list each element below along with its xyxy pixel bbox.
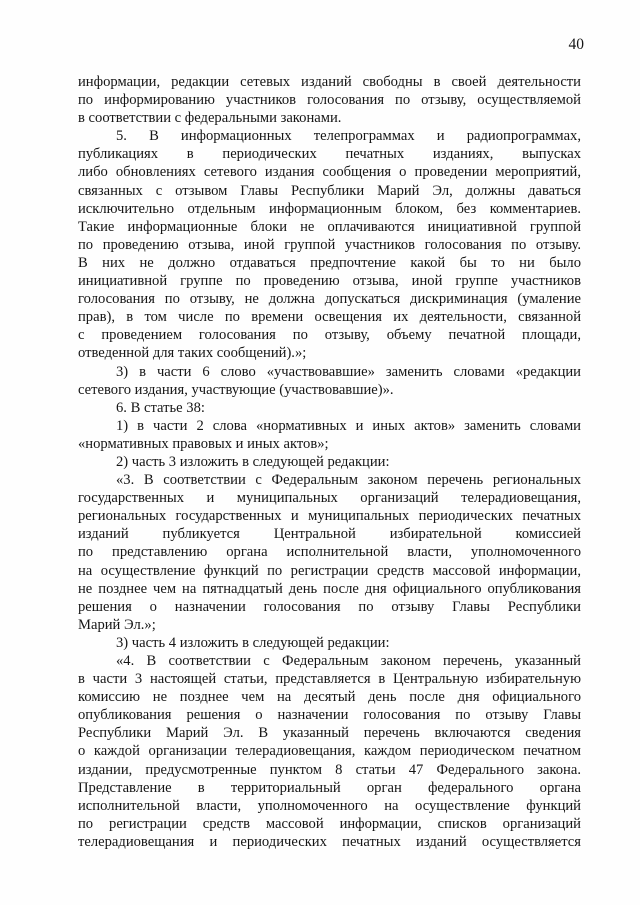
text-line: исключительно отдельным информационным блоком, без комментариев.: [78, 200, 581, 217]
text-line: в соответствии с федеральными законами.: [78, 110, 342, 127]
text-line: прав), в том числе по времени освещения их деятельности, связанной: [78, 309, 581, 326]
text-line: по регистрации средств массовой информации, списков организаций: [78, 815, 581, 832]
text-line: 6. В статье 38:: [116, 399, 205, 416]
text-line: региональных государственных и муниципальных периодических печатных: [78, 508, 581, 525]
text-line: 3) в части 6 слово «участвовавшие» заменить словами «редакции: [116, 363, 581, 380]
text-line: Такие информационные блоки не оплачиваются инициативной группой: [78, 218, 581, 235]
text-line: сетевого издания, участвующие (участвовавшие)».: [78, 381, 394, 398]
text-line: Республики Марий Эл. В указанный перечень включаются сведения: [78, 725, 581, 742]
text-line: либо обновлениях сетевого издания сообщения о проведении мероприятий,: [78, 164, 581, 181]
text-line: инициативной группе по проведению отзыва, иной группе участников: [78, 273, 581, 290]
text-line: по информированию участников голосования по отзыву, осуществляемой: [78, 92, 581, 109]
text-line: Представление в территориальный орган федерального органа: [78, 779, 581, 796]
text-line: 2) часть 3 изложить в следующей редакции:: [116, 453, 390, 470]
text-line: 5. В информационных телепрограммах и радиопрограммах,: [116, 128, 581, 145]
text-line: телерадиовещания и периодических печатных изданий осуществляется: [78, 833, 581, 850]
text-line: комиссию не позднее чем на десятый день после дня официального: [78, 689, 581, 706]
text-line: по проведению отзыва, иной группой участников голосования по отзыву.: [78, 236, 581, 253]
page-number: 40: [568, 36, 584, 53]
text-line: издании, предусмотренные пунктом 8 статьи 47 Федерального закона.: [78, 761, 581, 778]
text-line: изданий публикуется Центральной избирательной комиссией: [78, 526, 581, 543]
text-line: В них не должно отдаваться предпочтение какой бы то ни было: [78, 254, 581, 271]
text-line: опубликования решения о назначении голосования по отзыву Главы: [78, 707, 581, 724]
text-line: на осуществление функций по регистрации средств массовой информации,: [78, 562, 581, 579]
document-body: [78, 73, 581, 851]
text-line: информации, редакции сетевых изданий свободны в своей деятельности: [78, 74, 581, 90]
text-line: в части 3 настоящей статьи, представляется в Центральную избирательную: [78, 671, 581, 688]
text-line: «нормативных правовых и иных актов»;: [78, 435, 329, 452]
text-line: решения о назначении голосования по отзыву Главы Республики: [78, 598, 581, 615]
text-line: голосования по отзыву, не должна допускаться дискриминация (умаление: [78, 291, 581, 308]
text-line: отведенной для таких сообщений).»;: [78, 345, 307, 362]
text-line: о каждой организации телерадиовещания, каждом периодическом печатном: [78, 743, 581, 760]
text-line: Марий Эл.»;: [78, 616, 156, 633]
text-line: «4. В соответствии с Федеральным законом перечень, указанный: [116, 653, 581, 669]
text-line: связанных с отзывом Главы Республики Марий Эл, должны даваться: [78, 182, 581, 199]
text-line: государственных и муниципальных организаций телерадиовещания,: [78, 490, 581, 507]
text-line: по представлению органа исполнительной власти, уполномоченного: [78, 544, 581, 561]
text-line: «3. В соответствии с Федеральным законом перечень региональных: [116, 472, 581, 489]
text-line: с проведением голосования по отзыву, объему печатной площади,: [78, 327, 581, 344]
text-line: 3) часть 4 изложить в следующей редакции:: [116, 634, 390, 651]
text-line: не позднее чем на пятнадцатый день после дня официального опубликования: [78, 580, 581, 597]
text-line: 1) в части 2 слова «нормативных и иных актов» заменить словами: [116, 417, 581, 434]
text-line: исполнительной власти, уполномоченного на осуществление функций: [78, 797, 581, 814]
text-line: публикациях в периодических печатных изданиях, выпусках: [78, 146, 581, 163]
